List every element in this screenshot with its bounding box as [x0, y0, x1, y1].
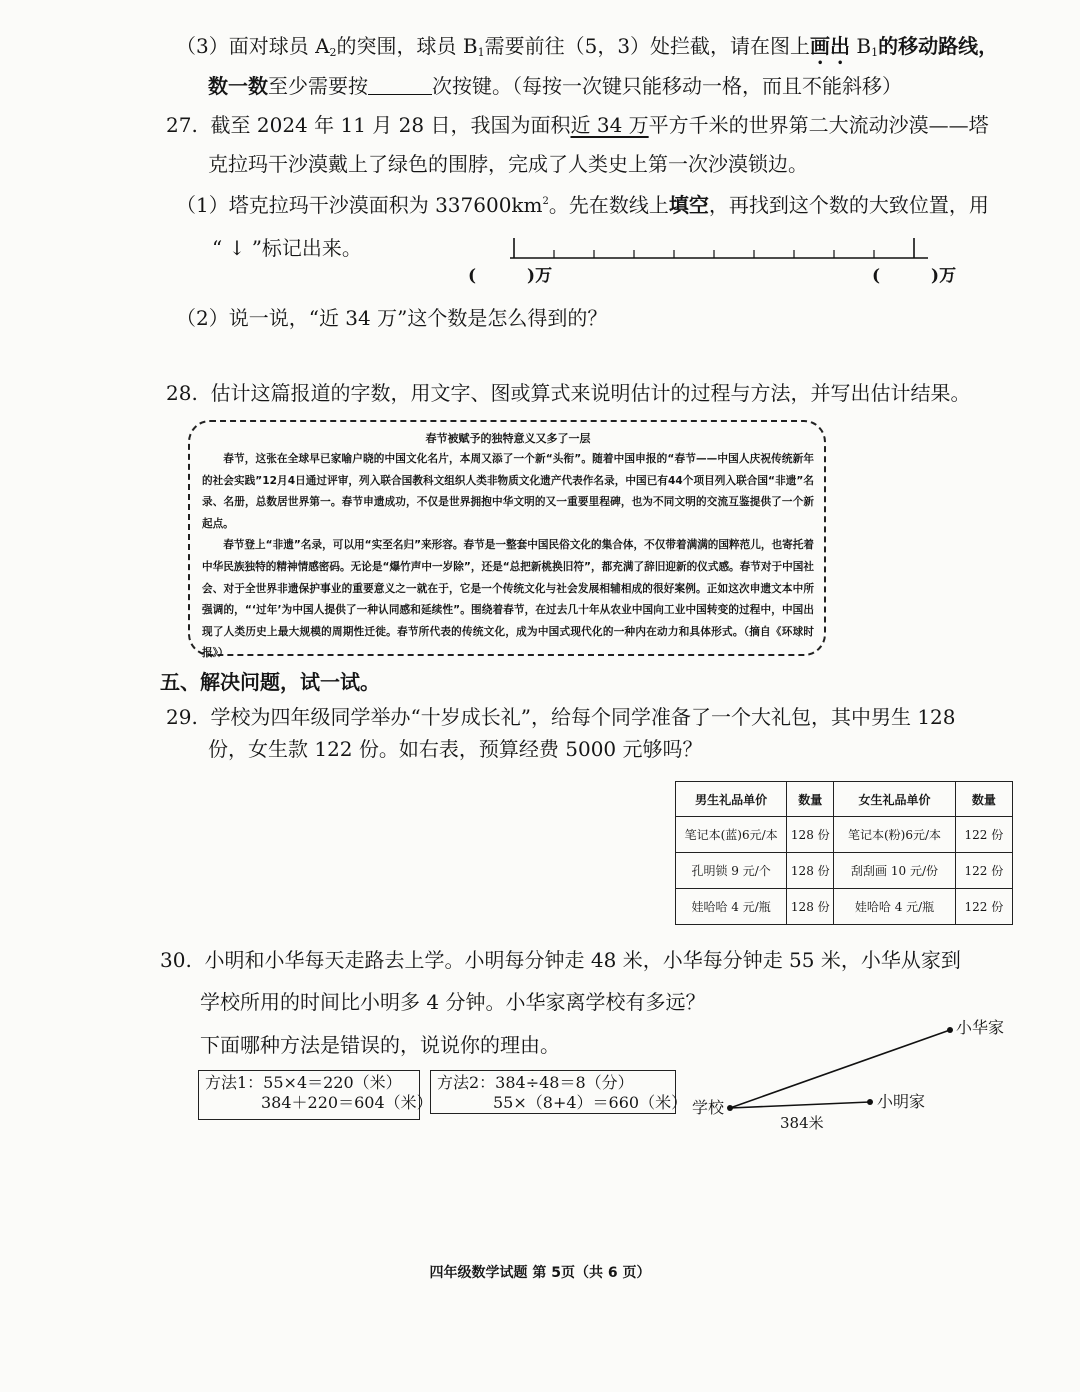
school-point — [727, 1105, 733, 1111]
q27-sub2: （2）说一说，“近 34 万”这个数是怎么得到的？ — [176, 306, 608, 330]
gift-price-table — [675, 781, 1013, 925]
distance-label: 384米 — [780, 1114, 824, 1132]
news-paragraph-1: 春节，这张在全球早已家喻户晓的中国文化名片，本周又添了一个新“头衔”。随着中国申报的“春节——中国人庆祝传统新年的社会实践”12月4日通过评审，列入联合国教科文组织人类非物质文化遗产代表作名录，中国已有44个项目列入联合国“非遗”名录、名册，总数居世界第一。春节申遗成功，不仅是世界拥抱中华文明的又一重要里程碑，也为不同文明的交流互鉴提供了一个新起点。 — [202, 453, 814, 530]
q27-line2: 克拉玛干沙漠戴上了绿色的围脖，完成了人类史上第一次沙漠锁边。 — [208, 152, 808, 176]
table-cell: 122 份 — [955, 853, 1012, 889]
table-cell: 128 份 — [787, 817, 834, 853]
table-cell: 122 份 — [955, 817, 1012, 853]
number-line-minor-ticks — [554, 250, 874, 258]
xiaohua-label: 小华家 — [956, 1018, 1005, 1037]
table-row — [676, 889, 1013, 925]
table-cell: 娃哈哈 4 元/瓶 — [834, 889, 955, 925]
q29-line1: 29. 学校为四年级同学举办“十岁成长礼”，给每个同学准备了一个大礼包，其中男生 128 — [166, 705, 956, 729]
method-2-box — [430, 1070, 688, 1114]
table-header-row — [676, 782, 1013, 817]
table-row — [676, 853, 1013, 889]
method-1-box — [198, 1070, 433, 1120]
table-cell: 孔明锁 9 元/个 — [676, 853, 787, 889]
news-paragraph-2: 春节登上“非遗”名录，可以用“实至名归”来形容。春节是一整套中国民俗文化的集合体，不仅带着满满的国粹范儿，也寄托着中华民族独特的精神情感密码。无论是“爆竹声中一岁除”，还是“总把新桃换旧符”，都充满了辞旧迎新的仪式感。春节对于中国社会、对于全世界非遗保护事业的重要意义之一就在于，它是一个传统文化与社会发展相辅相成的很好案例。正如这次申遗文本中所强调的，“‘过年’为中国人提供了一种认同感和延续性”。围绕着春节，在过去几十年从农业中国向工业中国转变的过程中，中国出现了人类历史上最大规模的周期性迁徙。春节所代表的传统文化，成为中国式现代化的一种内在动力和具体形式。（摘自《环球时报》） — [202, 539, 814, 660]
news-title: 春节被赋予的独特意义又多了一层 — [425, 432, 591, 445]
q27-mark-line: “ ↓ ”标记出来。 — [212, 236, 362, 260]
q29-line2: 份，女生款 122 份。如右表，预算经费 5000 元够吗？ — [208, 737, 703, 761]
table-header: 数量 — [787, 782, 834, 817]
q27-line1: 27. 截至 2024 年 11 月 28 日，我国为面积近 34 万平方千米的世界第二大流动沙漠——塔 — [166, 113, 989, 137]
table-row — [676, 817, 1013, 853]
q28-line: 28. 估计这篇报道的字数，用文字、图或算式来说明估计的过程与方法，并写出估计结果。 — [166, 381, 971, 405]
number-line-left-label[interactable]: ( )万 — [468, 266, 553, 286]
table-cell: 笔记本(蓝)6元/本 — [676, 817, 787, 853]
draw-emphasis: 画出 — [810, 34, 851, 58]
xiaoming-label: 小明家 — [877, 1092, 926, 1111]
method-2-line1: 方法2：384÷48＝8（分） — [437, 1073, 634, 1092]
answer-blank[interactable] — [368, 74, 432, 95]
method-2-line2: 55×（8+4）＝660（米） — [493, 1093, 688, 1112]
table-cell: 122 份 — [955, 889, 1012, 925]
table-cell: 128 份 — [787, 853, 834, 889]
table-header: 女生礼品单价 — [834, 782, 955, 817]
school-label: 学校 — [692, 1098, 725, 1117]
q27-sub1: （1）塔克拉玛干沙漠面积为 $337600km^2$。先在数线上填空，再找到这个数的大致位置，用 — [176, 193, 989, 217]
q26-sub3-line1: （3）面对球员 $A_2$的突围，球员 $B_1$需要前往（5，3）处拦截，请在图上画出 $B_1$的移动路线， — [176, 34, 999, 59]
table-cell: 128 份 — [787, 889, 834, 925]
method-1-line1: 方法1：55×4＝220（米） — [205, 1073, 402, 1092]
number-line[interactable] — [500, 230, 940, 266]
page-footer: 四年级数学试题 第 5页（共 6 页） — [429, 1265, 651, 1281]
xiaohua-point — [947, 1027, 953, 1033]
q26-sub3-line2: 数一数至少需要按 次按键。（每按一次键只能移动一格，而且不能斜移） — [208, 74, 902, 98]
number-line-right-label[interactable]: ( )万 — [872, 266, 957, 286]
section-5-heading: 五、解决问题，试一试。 — [160, 670, 380, 694]
q30-line3: 下面哪种方法是错误的，说说你的理由。 — [200, 1033, 560, 1057]
route-to-xiaoming — [730, 1102, 870, 1108]
table-cell: 娃哈哈 4 元/瓶 — [676, 889, 787, 925]
table-header: 数量 — [955, 782, 1012, 817]
table-cell: 刮刮画 10 元/份 — [834, 853, 955, 889]
method-1-line2: 384＋220＝604（米） — [261, 1093, 433, 1112]
xiaoming-point — [867, 1099, 873, 1105]
table-header: 男生礼品单价 — [676, 782, 787, 817]
news-article-box — [188, 420, 826, 660]
table-cell: 笔记本(粉)6元/本 — [834, 817, 955, 853]
q30-line1: 30. 小明和小华每天走路去上学。小明每分钟走 48 米，小华每分钟走 55 米，小华从家到 — [160, 948, 961, 972]
q30-line2: 学校所用的时间比小明多 4 分钟。小华家离学校有多远？ — [200, 990, 706, 1014]
